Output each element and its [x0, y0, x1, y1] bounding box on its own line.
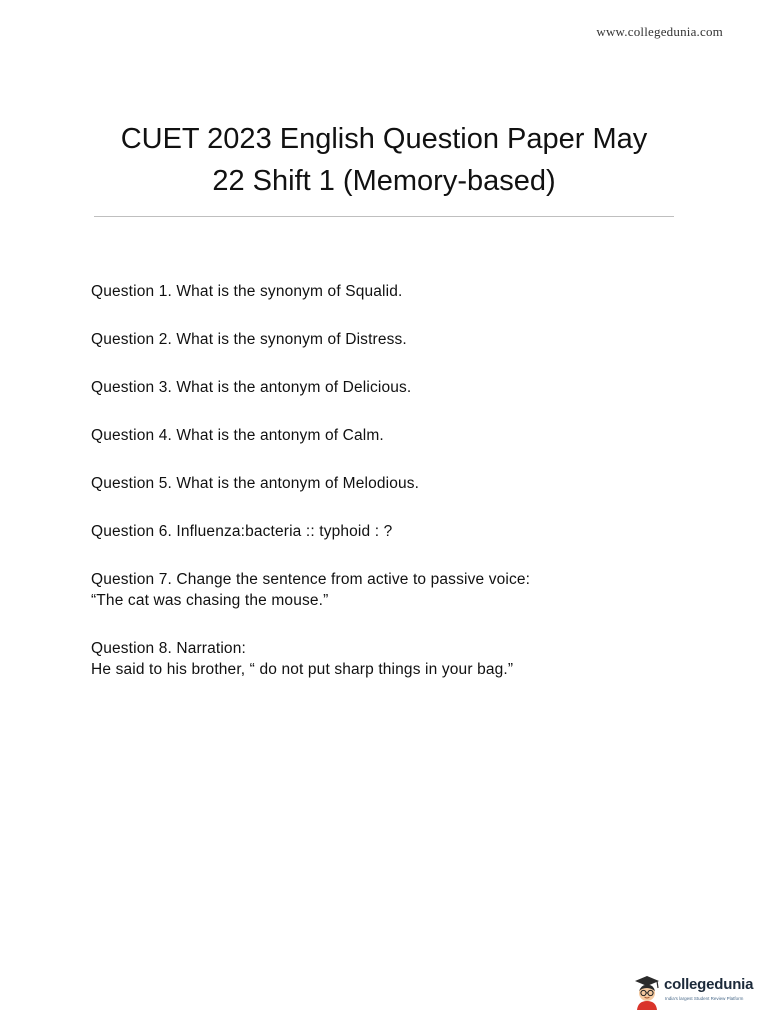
question-1	[91, 281, 691, 302]
question-6-line-1: Question 6. Influenza:bacteria :: typhoid : ?	[91, 523, 393, 540]
question-7	[91, 569, 691, 611]
question-4	[91, 425, 691, 446]
logo-name: collegedunia	[664, 976, 754, 993]
page-title-line-2: 22 Shift 1 (Memory-based)	[212, 165, 556, 197]
page-title	[0, 118, 768, 202]
question-8-line-2: He said to his brother, “ do not put sharp things in your bag.”	[91, 661, 514, 678]
title-divider	[94, 216, 674, 217]
page-title-line-1: CUET 2023 English Question Paper May	[120, 123, 648, 155]
logo-tagline: India's largest Student Review Platform	[665, 996, 744, 1001]
question-5	[91, 473, 691, 494]
question-5-line-1: Question 5. What is the antonym of Melodious.	[91, 475, 420, 492]
question-4-line-1: Question 4. What is the antonym of Calm.	[91, 427, 384, 444]
question-3	[91, 377, 691, 398]
mascot-icon	[632, 972, 662, 1010]
site-url[interactable]: www.collegedunia.com	[596, 24, 723, 39]
question-2	[91, 329, 691, 350]
question-7-line-1: Question 7. Change the sentence from active to passive voice:	[91, 571, 531, 588]
question-1-line-1: Question 1. What is the synonym of Squalid.	[91, 283, 403, 300]
question-3-line-1: Question 3. What is the antonym of Delicious.	[91, 379, 412, 396]
question-7-line-2: “The cat was chasing the mouse.”	[91, 592, 329, 609]
question-2-line-1: Question 2. What is the synonym of Distress.	[91, 331, 407, 348]
question-list	[91, 281, 691, 707]
question-8	[91, 638, 691, 680]
collegedunia-logo[interactable]	[632, 972, 752, 1010]
question-6	[91, 521, 691, 542]
question-8-line-1: Question 8. Narration:	[91, 640, 246, 657]
